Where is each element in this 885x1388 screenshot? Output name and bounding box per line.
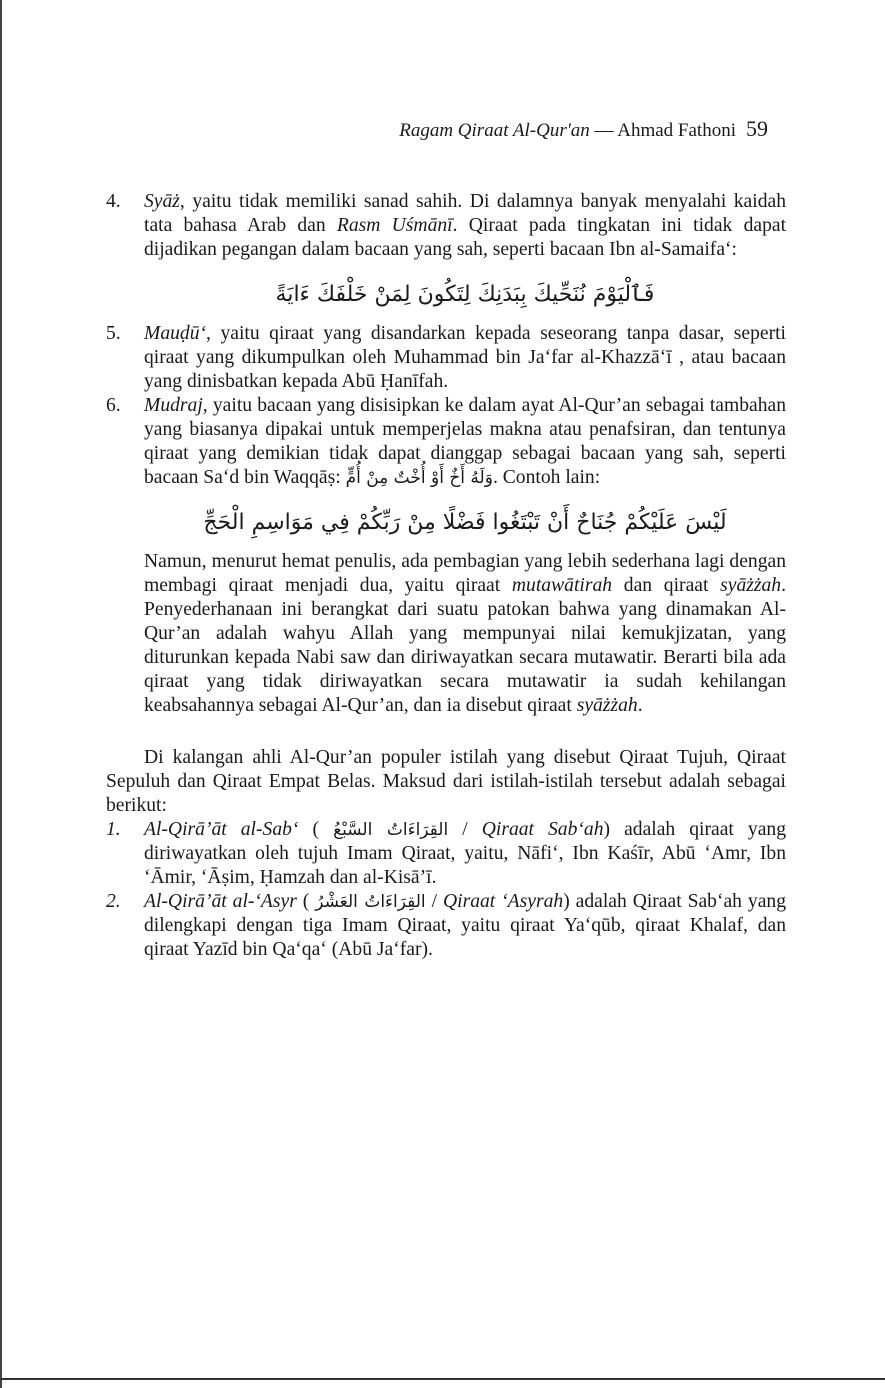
term-maudu: Mauḍū‘ [144, 323, 207, 344]
term-syazzah: syāżżah [720, 575, 782, 596]
list-number: 6. [106, 395, 121, 416]
paren: ( [296, 891, 316, 912]
header-dash: — [589, 120, 618, 141]
item-text-2: . Contoh lain: [492, 467, 601, 488]
list-item-maudu [106, 322, 786, 394]
term-mudraj: Mudraj [144, 395, 203, 416]
term-qiraat-sab: Al-Qirā’āt al-Sab‘ [144, 819, 299, 840]
para-text: . Penyederhanaan ini berangkat dari suatu patokan bahwa yang dinamakan Al-Qur’an adalah wahyu Allah yang mempunyai nilai kemukjizatan, yang diturunkan kepada Nabi saw dan diriwayatkan secara mutawatir. Berarti bila ada qiraat yang tidak diriwayatkan secara mutawatir ia sudah kehilangan keabsahannya sebagai Al-Qur’an, dan ia disebut qiraat [144, 575, 786, 716]
page-edge [0, 0, 2, 1388]
slash: / [425, 891, 443, 912]
item-text: ) adalah qiraat yang diriwayatkan oleh tujuh Imam Qiraat, yaitu, Nāfi‘, Ibn Kaśīr, Abū ‘Amr, Ibn ‘Āmir, ‘Āṣim, Ḥamzah dan al-Kisā’ī. [144, 819, 786, 888]
item-text: ) adalah Qiraat Sab‘ah yang dilengkapi dengan tiga Imam Qiraat, yaitu qiraat Ya‘qūb, qiraat Khalaf, dan qiraat Yazīd bin Qa‘qa‘ (Abū Ja‘far). [144, 891, 786, 960]
paragraph-dikalangan: Di kalangan ahli Al-Qur’an populer istilah yang disebut Qiraat Tujuh, Qiraat Sepuluh dan Qiraat Empat Belas. Maksud dari istilah-istilah tersebut adalah sebagai berikut: [106, 747, 786, 816]
term-qiraat-sabah: Qiraat Sab‘ah [481, 819, 604, 840]
arabic-inline: القِرَاءَاتُ السَّبْعُ [333, 820, 449, 840]
list-number: 1. [106, 819, 121, 840]
header-book-title: Ragam Qiraat Al-Qur'an [399, 120, 590, 141]
list-number: 4. [106, 191, 121, 212]
list-item-syaz [106, 190, 786, 262]
term-syazzah: syāżżah [576, 695, 638, 716]
paren: ( [298, 819, 334, 840]
bottom-edge [0, 1378, 885, 1380]
term-qiraat-asyr: Al-Qirā’āt al-‘Asyr [144, 891, 297, 912]
list-item-qiraat-asyr [106, 890, 786, 962]
arabic-verse-2: لَيْسَ عَلَيْكُمْ جُنَاحٌ أَنْ تَبْتَغُوا فَضْلًا مِنْ رَبِّكُمْ فِي مَوَاسِمِ الْحَجِّ [203, 510, 727, 535]
arabic-inline: القِرَاءَاتُ العَشْرُ [315, 892, 426, 912]
item-text: , yaitu bacaan yang disisipkan ke dalam ayat Al-Qur’an sebagai tambahan yang biasanya dipakai untuk memperjelas makna atau penafsiran, dan tentunya qiraat yang demikian tidak dapat dianggap sebagai bacaan yang sah, seperti bacaan Sa‘d bin Waqqāṣ: [144, 395, 786, 488]
arabic-verse-1: فَٱلْيَوْمَ نُنَحِّيكَ بِبَدَنِكَ لِتَكُونَ لِمَنْ خَلْفَكَ ءَايَةً [275, 282, 655, 307]
page-number: 59 [746, 116, 768, 141]
para-text: . [637, 695, 643, 716]
page-body [106, 190, 786, 962]
para-text: dan qiraat [612, 575, 721, 596]
term-mutawatirah: mutawātirah [511, 575, 613, 596]
header-author: Ahmad Fathoni [617, 120, 736, 141]
list-number: 5. [106, 323, 121, 344]
arabic-inline: وَلَهُ أَخٌ أَوْ أُخْتٌ مِنْ أُمٍّ [345, 468, 493, 488]
slash: / [448, 819, 482, 840]
term-syaz: Syāż [144, 191, 180, 212]
para-text: Namun, menurut hemat penulis, ada pembagian yang lebih sederhana lagi dengan membagi qiraat menjadi dua, yaitu qiraat [144, 551, 786, 596]
item-text-2: . Qiraat pada tingkatan ini tidak dapat dijadikan pegangan dalam bacaan yang sah, seperti bacaan Ibn al-Samaifa‘: [144, 215, 787, 260]
item-text: , yaitu tidak memiliki sanad sahih. Di dalamnya banyak menyalahi kaidah tata bahasa Arab dan [144, 191, 786, 236]
list-item-mudraj [106, 394, 786, 490]
term-rasm-usmani: Rasm Uśmānī [336, 215, 453, 236]
list-item-qiraat-sab [106, 818, 786, 890]
running-header [0, 116, 768, 142]
item-text: , yaitu qiraat yang disandarkan kepada seseorang tanpa dasar, seperti qiraat yang dikumpulkan oleh Muhammad bin Ja‘far al-Khazzā‘ī , atau bacaan yang dinisbatkan kepada Abū Ḥanīfah. [144, 323, 786, 392]
paragraph-namun [106, 550, 786, 718]
term-qiraat-asyrah: Qiraat ‘Asyrah [442, 891, 564, 912]
list-number: 2. [106, 891, 121, 912]
